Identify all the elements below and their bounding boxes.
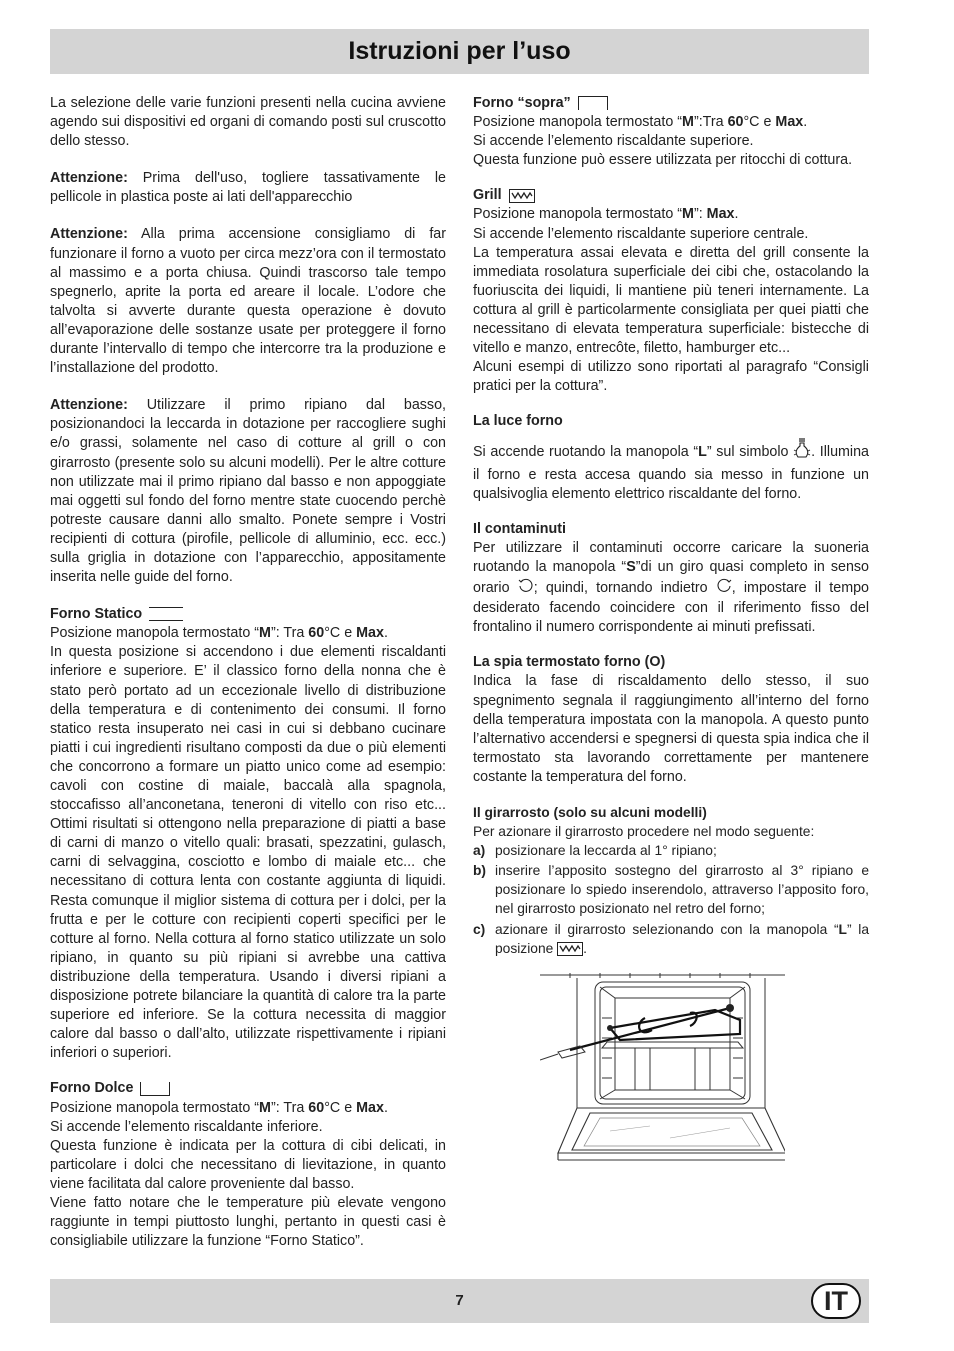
- section-heading: Forno “sopra”: [473, 94, 869, 113]
- footer-bar: [50, 1279, 869, 1323]
- clockwise-arrow-icon: [518, 577, 534, 599]
- section-body: Indica la fase di riscaldamento dello stesso, il suo spegnimento segnala il raggiungimento all’interno del forno della temperatura impostata con la manopola. A questo punto l’alternativo accendersi e spegnersi di questa spia indica che il termostato sta lavorando correttamente per mantenere costante la temperatura del forno.: [473, 673, 869, 785]
- section-intro: Per azionare il girarrosto procedere nel modo seguente:: [473, 824, 815, 840]
- section-girarrosto: [473, 803, 869, 958]
- warning-label: Attenzione:: [50, 226, 128, 243]
- section-line: Si accende l’elemento riscaldante superiore centrale.: [473, 225, 809, 242]
- section-heading: Forno Statico: [50, 605, 446, 624]
- top-heat-icon: [578, 96, 608, 110]
- section-heading: La spia termostato forno (O): [473, 654, 666, 671]
- step-list: [473, 841, 869, 958]
- grill-icon: [509, 189, 535, 203]
- warning-label: Attenzione:: [50, 170, 128, 187]
- section-forno-dolce: [50, 1079, 446, 1251]
- section-body: In questa posizione si accendono i due elementi riscaldanti inferiore e superiore. E’ il classico forno della nonna che è stato però portato ad un eccezionale livello di distribuzione della temperatura e di contenimento dei consumi. Il forno statico resta insuperato nei casi in cui si debbano cucinare piatti i cui ingredienti risultano composti da due o più elementi che concorrono a formare un piatto unico come ad esempio: cavoli con costine di maiale, baccalà alla spagnola, stoccafisso all’anconetana, teneroni di vitello con riso etc... Ottimi risultati si ottengono nella preparazione di piatti a base di carni di manzo o vitello quali: brasati, spezzatini, gulasch, carni di selvaggina, cosciotto e lombo di maiale etc... che necessitano di cottura lenta con costante aggiunta di liquidi. Resta comunque il miglior sistema di cottura per i dolci, per la frutta e per le cotture con recipienti coperti specifici per le cotture al forno. Nella cottura al forno statico utilizzate un solo ripiano, in quanto su più ripiani si avrebbe una cattiva distribuzione della temperatura. Usando i diversi ripiani a disposizione potrete bilanciare la quantità di calore tra la parte superiore ed inferiore. Se la cottura necessita di maggior calore dal basso o dall’alto, utilizzate rispettivamente i ripiani inferiori o superiori.: [50, 644, 446, 1062]
- section-body: Viene fatto notare che le temperature più elevate vengono raggiunte in tempi piuttosto lunghi, pertanto in questi casi è consigliabile utilizzare la funzione “Forno Statico”.: [50, 1194, 446, 1250]
- lamp-icon: [793, 438, 811, 466]
- oven-drawing: [540, 968, 785, 1166]
- counterclockwise-arrow-icon: [716, 577, 732, 599]
- section-line: Si accende l’elemento riscaldante superiore.: [473, 133, 754, 150]
- thermostat-position: Posizione manopola termostato “M”:Tra 60°C e Max.: [473, 114, 808, 131]
- list-item: a) posizionare la leccarda al 1° ripiano;: [473, 843, 717, 859]
- warning-label: Attenzione:: [50, 397, 128, 414]
- warning-paragraph-3: [50, 396, 446, 587]
- section-forno-statico: [50, 605, 446, 1063]
- thermostat-position: Posizione manopola termostato “M”: Max.: [473, 206, 739, 223]
- section-heading: Il contaminuti: [473, 520, 566, 537]
- warning-text: Prima dell'uso, togliere tassativamente le pellicole in plastica poste ai lati dell'apparecchio: [50, 170, 446, 206]
- section-line: Si accende l’elemento riscaldante inferiore.: [50, 1118, 323, 1135]
- list-item: b) inserire l’apposito sostegno del girarrosto al 3° ripiano e posizionare lo spiedo inserendolo, attraverso l’apposito foro, nel girarrosto posizionato nel retro del forno;: [473, 863, 869, 917]
- section-body: Si accende ruotando la manopola “L” sul simbolo . Illumina il forno e resta accesa quando sia messo in funzione un qualsivoglia elemento elettrico riscaldante del forno.: [473, 438, 869, 504]
- page-title: Istruzioni per l’uso: [348, 37, 571, 65]
- section-body: Alcuni esempi di utilizzo sono riportati al paragrafo “Consigli pratici per la cottura”.: [473, 359, 869, 395]
- thermostat-position: Posizione manopola termostato “M”: Tra 60°C e Max.: [50, 625, 388, 642]
- section-grill: [473, 186, 869, 396]
- section-body: La temperatura assai elevata e diretta del grill consente la immediata rosolatura superficiale dei cibi che, ostacolando la fuoriuscita dei liquidi, li mantiene più teneri internamente. La cottura al grill è particolarmente consigliata per quei piatti che necessitano di elevata temperatura superficiale: bistecche di vitello e manzo, entrecôte, filetto, hamburger etc...: [473, 244, 869, 357]
- list-item: c) azionare il girarrosto selezionando con la manopola “L” la posizione .: [473, 921, 869, 956]
- right-column: [473, 94, 869, 974]
- section-heading: La luce forno: [473, 413, 563, 430]
- section-body: Questa funzione è indicata per la cottura di cibi delicati, in particolare i dolci che necessitano di lievitazione, in quanto viene facilitata dal calore proveniente dal basso.: [50, 1137, 446, 1192]
- section-spia-termostato: [473, 653, 869, 787]
- warning-text: Utilizzare il primo ripiano dal basso, posizionandoci la leccarda in dotazione per raccogliere sughi e/o grassi, solamente nel caso di cotture al grill o con girarrosto (presente solo su alcuni modelli). Per le altre cotture non utilizzate mai il primo ripiano dal basso e non appoggiate mai oggetti sul fondo del forno mentre state cuocendo perchè potreste causare danni allo smalto. Ponete sempre i Vostri recipienti di cottura (pirofile, pellicole di alluminio, ecc. ecc.) sulla griglia in dotazione con l’apparecchio, appositamente inserita nelle guide del forno.: [50, 397, 446, 586]
- intro-paragraph: La selezione delle varie funzioni presenti nella cucina avviene agendo sui dispositivi ed organi di comando posti sul cruscotto dello stesso.: [50, 95, 446, 150]
- warning-paragraph-2: [50, 225, 446, 378]
- static-oven-icon: [149, 607, 183, 621]
- section-heading: Forno Dolce: [50, 1079, 446, 1098]
- section-heading: Grill: [473, 186, 869, 205]
- grill-icon: [557, 942, 583, 956]
- section-luce-forno: [473, 412, 869, 503]
- section-forno-sopra: [473, 94, 869, 170]
- left-column: [50, 94, 446, 1267]
- language-badge: IT: [811, 1283, 861, 1319]
- section-line: Questa funzione può essere utilizzata per ritocchi di cottura.: [473, 152, 853, 169]
- warning-paragraph-1: [50, 169, 446, 207]
- section-body: Per utilizzare il contaminuti occorre caricare la suoneria ruotando la manopola “S”di un giro quasi completo in senso orario ; quindi, tornando indietro , impostare il tempo desiderato facendo coincidere con il riferimento fisso del frontalino il numero corrispondente ai minuti prefissati.: [473, 539, 870, 636]
- section-contaminuti: [473, 520, 869, 638]
- warning-text: Alla prima accensione consigliamo di far funzionare il forno a vuoto per circa mezz’ora con il termostato al massimo e a porta chiusa. Quindi trascorso tale tempo spegnerlo, aprite la porta ed areare il locale. L’odore che talvolta si avverte durante questa operazione è dovuto all’evaporazione delle sostanze usate per proteggere il forno durante l’intervallo di tempo che intercorre tra la produzione e l’installazione del prodotto.: [50, 226, 446, 377]
- page-number: 7: [455, 1292, 464, 1309]
- header-bar: [50, 29, 869, 74]
- rotisserie-oven-illustration: [540, 968, 785, 1171]
- section-heading: Il girarrosto (solo su alcuni modelli): [473, 805, 707, 820]
- thermostat-position: Posizione manopola termostato “M”: Tra 60°C e Max.: [50, 1099, 388, 1116]
- bottom-heat-icon: [140, 1082, 170, 1096]
